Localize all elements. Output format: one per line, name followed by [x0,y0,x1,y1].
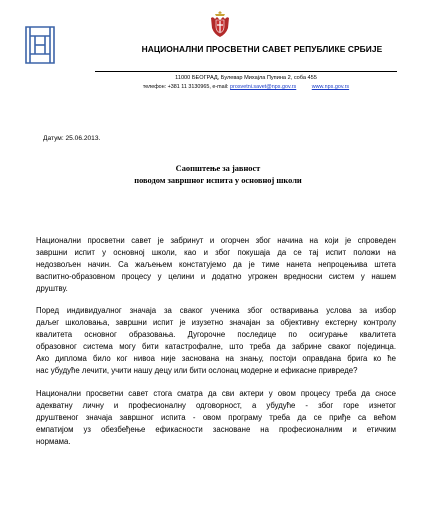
website-link[interactable]: www.nps.gov.rs [311,84,350,90]
paragraph-line: нас убудуће лечити, учити нашу децу или бити ослонац модерне и ефикасне привреде? [36,366,358,376]
paragraph-line: завршни испит у основној школи, као и због покушаја да се тај испит положи на [36,248,396,258]
coat-of-arms-icon [209,10,231,38]
contact-line [95,84,397,90]
paragraph-line: друштвеног значаја завршног испита - овом програму треба да се приђе са већом [36,413,396,423]
paragraph-line: Национални просветни савет је забринут и огорчен због начина на који је спроведен [36,236,396,245]
paragraph-1 [36,235,396,295]
document-subtitle: поводом завршног испита у основној школи [134,176,302,185]
paragraph-line: Ако диплома било ког нивоа није заснована на знању, постоји оправдана брига ко ће [36,354,396,364]
paragraph-2 [36,305,396,378]
paragraph-line: друштву. [36,284,68,294]
paragraph-line: квалитета основног образовања. Дугорочне последице по осигурање квалитета [36,330,396,340]
nps-logo [24,24,56,66]
paragraph-line: недозвољен начин. Са жаљењем констатујемо да је тиме нанета непроцењива штета [36,260,396,270]
paragraph-line: образовног система могу бити катастрофалне, што треба да забрине сваког појединца. [36,342,396,352]
paragraph-line: васпитно-образовном процесу у целини и додатно угрожен вредносни систем у нашем [36,272,396,282]
phone-text: телефон: +381 11 3130965, e-mail: [142,84,229,90]
document-date: Датум: 25.06.2013. [43,135,101,142]
paragraph-line: нормама. [36,437,71,447]
document-title: Саопштење за јавност [175,164,261,173]
paragraph-line: адекватну личну и професионалну одговорност, а убудуће - због горе изнетог [36,401,396,411]
paragraph-3 [36,388,396,448]
header-divider [95,71,397,72]
paragraph-line: Поред индивидуалног значаја за сваког ученика због остваривања услова за избор [36,306,396,315]
paragraph-line: емпатијом уз обезбеђење ефикасности засноване на професионалним и етичким [36,425,396,435]
council-name: НАЦИОНАЛНИ ПРОСВЕТНИ САВЕТ РЕПУБЛИКЕ СРБИЈЕ [141,44,383,54]
paragraph-line: даљег школовања, завршни испит је изузетно значајан за објективну екстерну контролу [36,318,396,328]
paragraph-line: Национални просветни савет стога сматра да сви актери у овом процесу треба да сносе [36,389,396,398]
council-address: 11000 БЕОГРАД, Булевар Михајла Пупина 2, соба 455 [175,75,317,81]
email-link[interactable]: prosvetni.savet@nps.gov.rs [230,84,297,90]
